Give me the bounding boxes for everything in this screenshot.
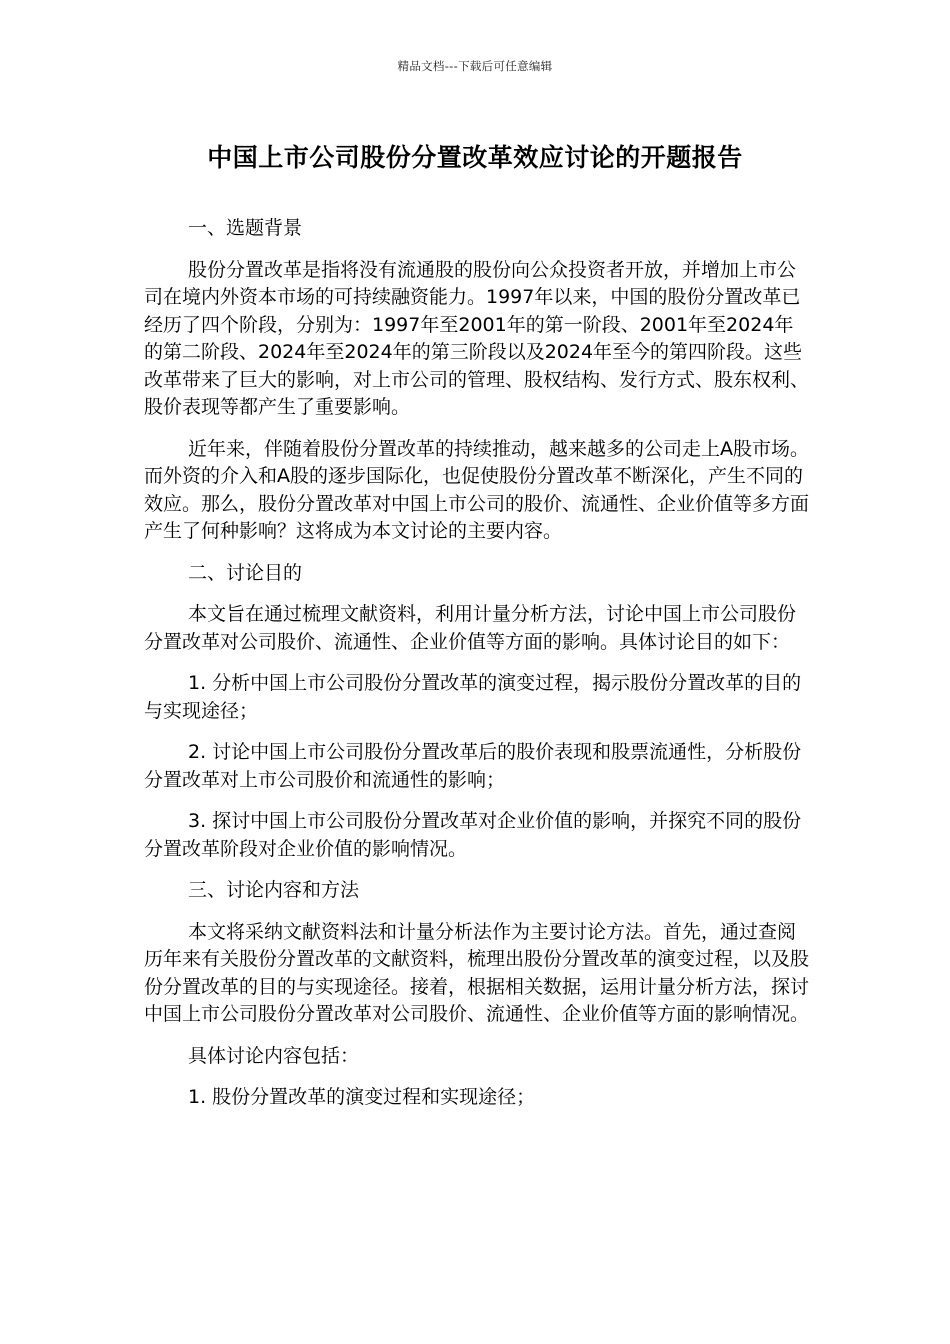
document-body bbox=[144, 215, 810, 1126]
section-heading-purpose: 二、讨论目的 bbox=[188, 561, 303, 584]
list-item-purpose-1: 1. 分析中国上市公司股份分置改革的演变过程，揭示股份分置改革的目的与实现途径； bbox=[144, 672, 802, 722]
paragraph-purpose-intro: 本文旨在通过梳理文献资料，利用计量分析方法，讨论中国上市公司股份分置改革对公司股价、流通性、企业价值等方面的影响。具体讨论目的如下： bbox=[144, 603, 797, 653]
section-heading-content-method: 三、讨论内容和方法 bbox=[188, 879, 360, 901]
document-title: 中国上市公司股份分置改革效应讨论的开题报告 bbox=[207, 143, 743, 172]
paragraph-background-recent: 近年来，伴随着股份分置改革的持续推动，越来越多的公司走上A股市场。而外资的介入和A股的逐步国际化，也促使股份分置改革不断深化，产生不同的效应。那么，股份分置改革对中国上市公司的股价、流通性、企业价值等多方面产生了何种影响？这将成为本文讨论的主要内容。 bbox=[144, 437, 810, 542]
paragraph-method: 本文将采纳文献资料法和计量分析法作为主要讨论方法。首先，通过查阅历年来有关股份分置改革的文献资料，梳理出股份分置改革的演变过程，以及股份分置改革的目的与实现途径。接着，根据相关数据，运用计量分析方法，探讨中国上市公司股份分置改革对公司股价、流通性、企业价值等方面的影响情况。 bbox=[144, 920, 810, 1025]
list-item-purpose-2: 2. 讨论中国上市公司股份分置改革后的股价表现和股票流通性，分析股份分置改革对上市公司股价和流通性的影响； bbox=[144, 741, 802, 791]
list-item-purpose-3: 3. 探讨中国上市公司股份分置改革对企业价值的影响，并探究不同的股份分置改革阶段对企业价值的影响情况。 bbox=[144, 810, 802, 860]
list-item-content-1: 1. 股份分置改革的演变过程和实现途径； bbox=[188, 1086, 536, 1108]
page-header-note: 精品文档---下载后可任意编辑 bbox=[397, 59, 553, 73]
paragraph-content-intro: 具体讨论内容包括： bbox=[188, 1044, 360, 1067]
paragraph-background-history: 股份分置改革是指将没有流通股的股份向公众投资者开放，并增加上市公司在境内外资本市场的可持续融资能力。1997年以来，中国的股份分置改革已经历了四个阶段，分别为：1997年至2001年的第一阶段、2001年至2024年的第二阶段、2024年至2024年的第三阶段以及2024年至今的第四阶段。这些改革带来了巨大的影响，对上市公司的管理、股权结构、发行方式、股东权利、股价表现等都产生了重要影响。 bbox=[144, 258, 810, 418]
section-heading-background: 一、选题背景 bbox=[188, 217, 303, 239]
